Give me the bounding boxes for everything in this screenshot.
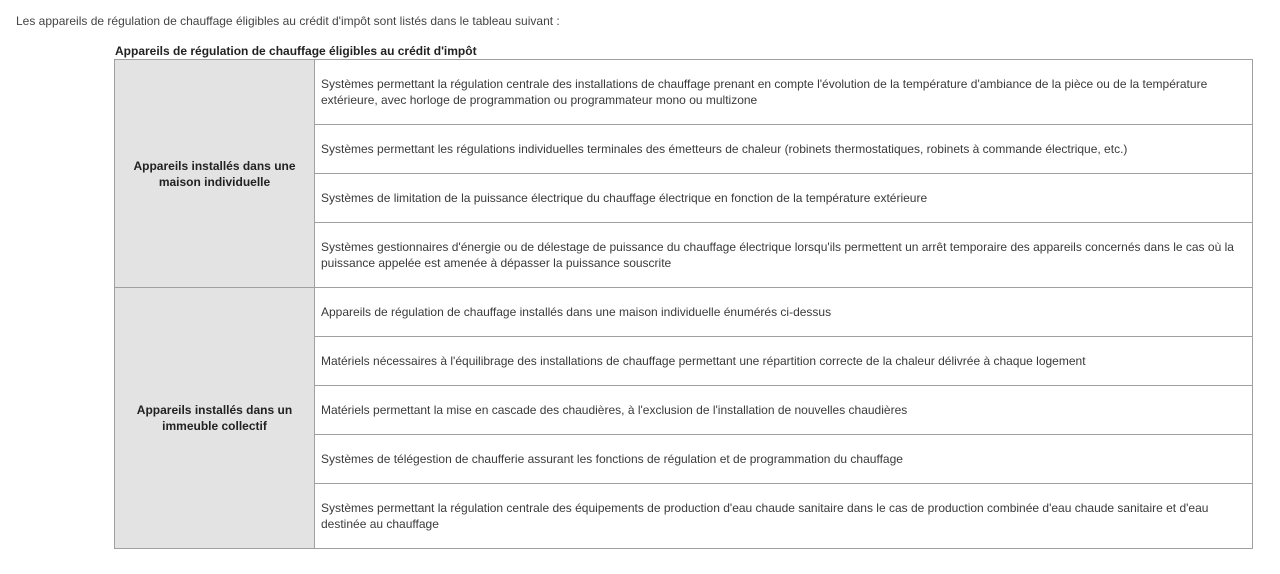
group-header-immeuble: Appareils installés dans un immeuble collectif (115, 288, 315, 549)
table-cell: Systèmes permettant la régulation centrale des équipements de production d'eau chaude sanitaire dans le cas de production combinée d'eau chaude sanitaire et d'eau destinée au chauffage (315, 484, 1253, 549)
table-cell: Systèmes permettant les régulations individuelles terminales des émetteurs de chaleur (robinets thermostatiques, robinets à commande électrique, etc.) (315, 125, 1253, 174)
table-cell: Systèmes permettant la régulation centrale des installations de chauffage prenant en compte l'évolution de la température d'ambiance de la pièce ou de la température extérieure, avec horloge de programmation ou programmateur mono ou multizone (315, 60, 1253, 125)
eligibility-table (114, 59, 1253, 549)
table-cell: Matériels permettant la mise en cascade des chaudières, à l'exclusion de l'installation de nouvelles chaudières (315, 386, 1253, 435)
table-cell: Systèmes gestionnaires d'énergie ou de délestage de puissance du chauffage électrique lorsqu'ils permettent un arrêt temporaire des appareils concernés dans le cas où la puissance appelée est amenée à dépasser la puissance souscrite (315, 223, 1253, 288)
table-cell: Appareils de régulation de chauffage installés dans une maison individuelle énumérés ci-dessus (315, 288, 1253, 337)
table-caption: Appareils de régulation de chauffage éligibles au crédit d'impôt (115, 44, 477, 58)
group-header-maison: Appareils installés dans une maison individuelle (115, 60, 315, 288)
table-cell: Matériels nécessaires à l'équilibrage des installations de chauffage permettant une répartition correcte de la chaleur délivrée à chaque logement (315, 337, 1253, 386)
table-cell: Systèmes de télégestion de chaufferie assurant les fonctions de régulation et de programmation du chauffage (315, 435, 1253, 484)
table-cell: Systèmes de limitation de la puissance électrique du chauffage électrique en fonction de la température extérieure (315, 174, 1253, 223)
table-row (115, 288, 1253, 337)
table-row (115, 60, 1253, 125)
intro-text: Les appareils de régulation de chauffage éligibles au crédit d'impôt sont listés dans le tableau suivant : (16, 14, 560, 28)
